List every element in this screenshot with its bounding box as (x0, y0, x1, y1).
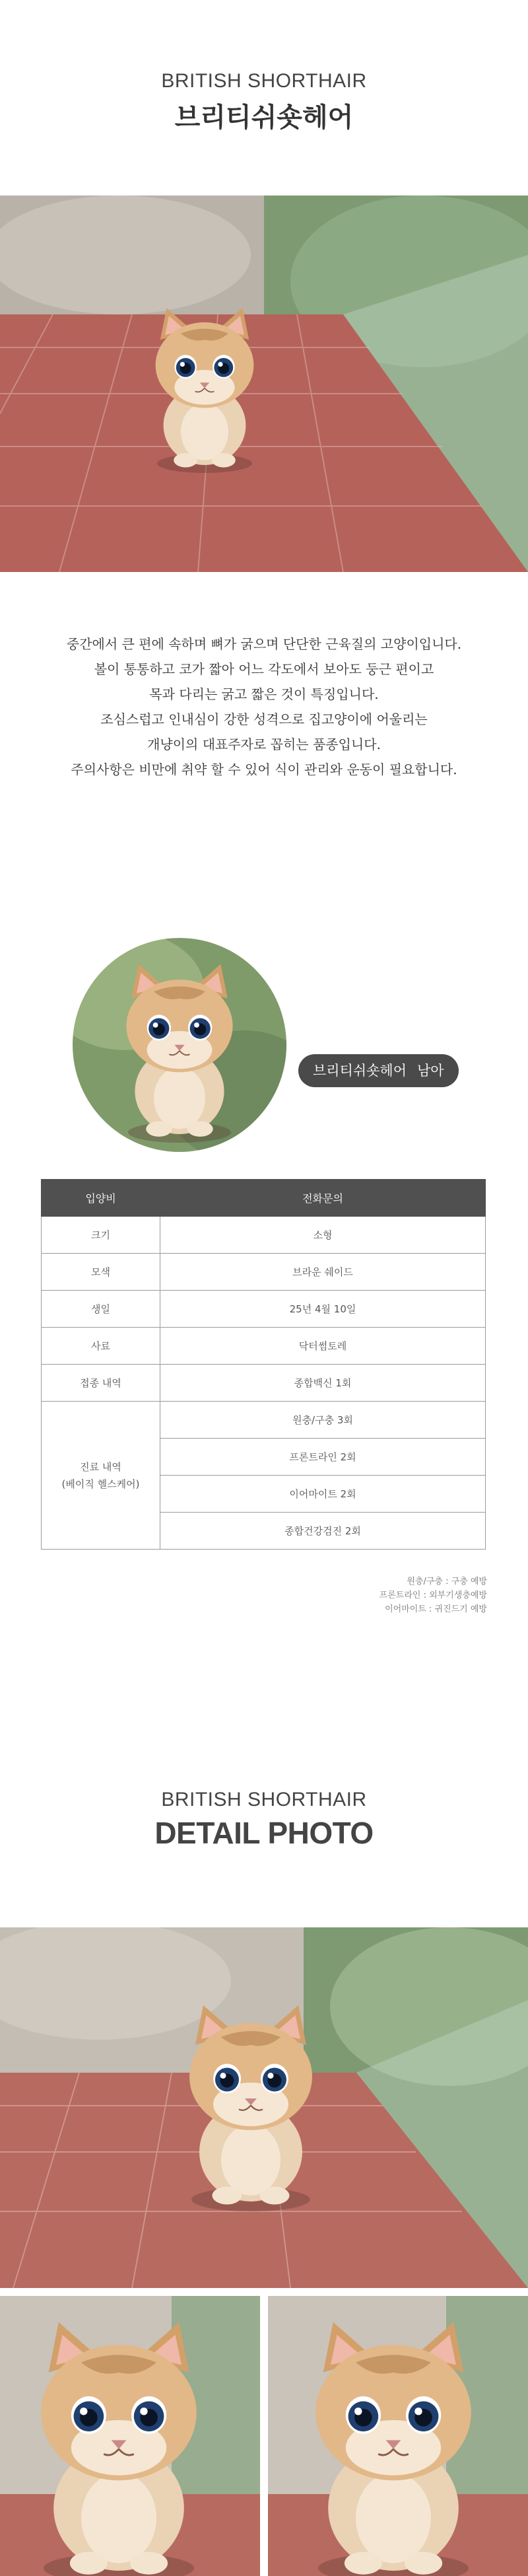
detail-photo-title: DETAIL PHOTO (154, 1816, 374, 1850)
description-line: 볼이 통통하고 코가 짧아 어느 각도에서 보아도 둥근 편이고 (94, 661, 434, 677)
detail-photo-left (0, 2296, 260, 2576)
description-line: 중간에서 큰 편에 속하며 뼈가 굵으며 단단한 근육질의 고양이입니다. (66, 636, 462, 652)
header-english-title: BRITISH SHORTHAIR (161, 70, 367, 92)
medical-item: 프론트라인 2회 (160, 1439, 486, 1476)
medical-label-line2: (베이직 헬스케어) (61, 1478, 140, 1490)
row-value: 종합백신 1회 (160, 1365, 486, 1402)
detail-photo-large (0, 1927, 528, 2288)
row-label: 사료 (42, 1328, 160, 1365)
detail-english-title: BRITISH SHORTHAIR (161, 1789, 367, 1810)
row-label: 모색 (42, 1254, 160, 1291)
medical-item: 이어마이트 2회 (160, 1476, 486, 1513)
detail-title-block (0, 1789, 528, 1851)
table-row (42, 1328, 486, 1365)
row-value: 브라운 쉐이드 (160, 1254, 486, 1291)
row-label: 접종 내역 (42, 1365, 160, 1402)
table-row (42, 1402, 486, 1439)
note-line: 원충/구충 : 구충 예방 (407, 1577, 487, 1587)
medical-item: 종합건강검진 2회 (160, 1513, 486, 1550)
medical-history-label (42, 1402, 160, 1550)
badge-breed: 브리티쉬숏헤어 (313, 1063, 407, 1079)
note-line: 이어마이트 : 귀진드기 예방 (385, 1604, 487, 1614)
hero-photo (0, 196, 528, 572)
badge-gender: 남아 (417, 1063, 444, 1079)
info-table (41, 1179, 486, 1550)
header-title-block (0, 70, 528, 134)
header-korean-title: 브리티쉬숏헤어 (174, 102, 354, 133)
notes-block (380, 1575, 487, 1616)
table-header-row (42, 1180, 486, 1217)
breed-description (0, 631, 528, 782)
row-label: 크기 (42, 1217, 160, 1254)
description-line: 목과 다리는 굵고 짧은 것이 특징입니다. (149, 686, 379, 702)
profile-badge (298, 1054, 459, 1087)
table-row (42, 1217, 486, 1254)
description-line: 개냥이의 대표주자로 꼽히는 품종입니다. (147, 736, 381, 752)
row-value: 25년 4월 10일 (160, 1291, 486, 1328)
profile-photo (73, 938, 286, 1152)
table-row (42, 1291, 486, 1328)
medical-label-line1: 진료 내역 (80, 1460, 121, 1473)
description-line: 조심스럽고 인내심이 강한 성격으로 집고양이에 어울리는 (100, 711, 428, 727)
table-row (42, 1254, 486, 1291)
table-row (42, 1365, 486, 1402)
adoption-fee-value: 전화문의 (160, 1180, 486, 1217)
note-line: 프론트라인 : 외부기생충예방 (379, 1591, 487, 1600)
adoption-fee-label: 입양비 (42, 1180, 160, 1217)
row-label: 생일 (42, 1291, 160, 1328)
description-line: 주의사항은 비만에 취약 할 수 있어 식이 관리와 운동이 필요합니다. (71, 762, 457, 777)
medical-item: 원충/구충 3회 (160, 1402, 486, 1439)
detail-photo-right (268, 2296, 528, 2576)
row-value: 소형 (160, 1217, 486, 1254)
row-value: 닥터썸토레 (160, 1328, 486, 1365)
